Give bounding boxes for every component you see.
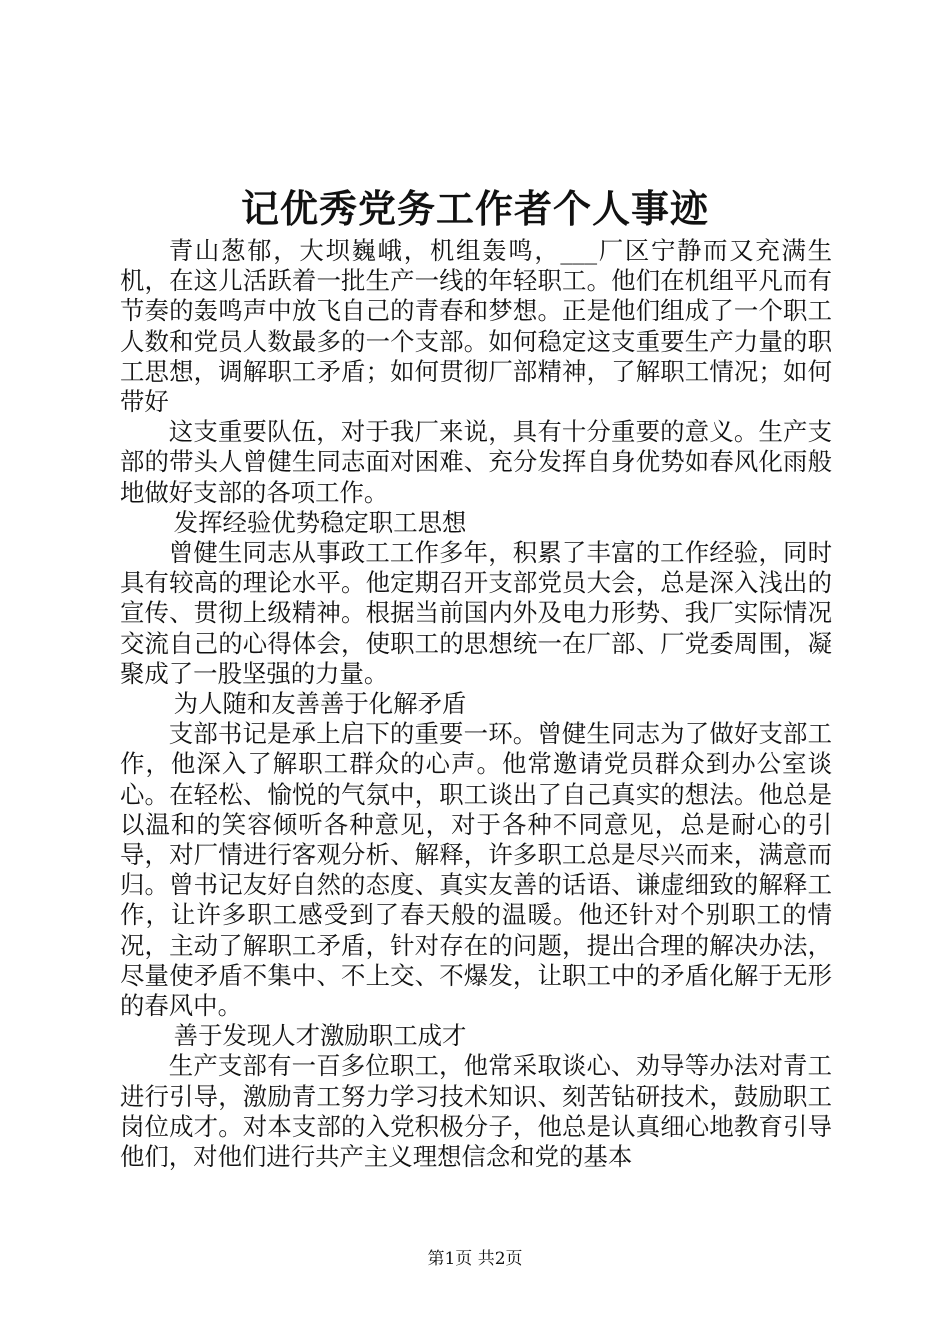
paragraph-importance: 这支重要队伍，对于我厂来说，具有十分重要的意义。生产支部的带头人曾健生同志面对困难、充分发挥自身优势如春风化雨般地做好支部的各项工作。 bbox=[120, 417, 832, 507]
section-heading-talent: 善于发现人才激励职工成才 bbox=[173, 1021, 467, 1051]
paragraph-intro: 青山葱郁，大坝巍峨，机组轰鸣，___厂区宁静而又充满生机，在这儿活跃着一批生产一线的年轻职工。他们在机组平凡而有节奏的轰鸣声中放飞自己的青春和梦想。正是他们组成了一个职工人数和党员人数最多的一个支部。如何稳定这支重要生产力量的职工思想，调解职工矛盾；如何贯彻厂部精神，了解职工情况；如何带好 bbox=[120, 236, 832, 417]
section-heading-experience: 发挥经验优势稳定职工思想 bbox=[173, 507, 467, 537]
document-title: 记优秀党务工作者个人事迹 bbox=[240, 186, 709, 231]
section-heading-mediation: 为人随和友善善于化解矛盾 bbox=[173, 689, 467, 719]
page-footer: 第1页 共2页 bbox=[427, 1249, 523, 1269]
paragraph-talent: 生产支部有一百多位职工，他常采取谈心、劝导等办法对青工进行引导，激励青工努力学习技术知识、刻苦钻研技术，鼓励职工岗位成才。对本支部的入党积极分子，他总是认真细心地教育引导他们，对他们进行共产主义理想信念和党的基本 bbox=[120, 1051, 832, 1172]
paragraph-experience: 曾健生同志从事政工工作多年，积累了丰富的工作经验，同时具有较高的理论水平。他定期召开支部党员大会，总是深入浅出的宣传、贯彻上级精神。根据当前国内外及电力形势、我厂实际情况交流自己的心得体会，使职工的思想统一在厂部、厂党委周围，凝聚成了一股坚强的力量。 bbox=[120, 538, 832, 688]
document-body bbox=[120, 236, 832, 1172]
paragraph-mediation: 支部书记是承上启下的重要一环。曾健生同志为了做好支部工作，他深入了解职工群众的心声。他常邀请党员群众到办公室谈心。在轻松、愉悦的气氛中，职工谈出了自己真实的想法。他总是以温和的笑容倾听各种意见，对于各种不同意见，总是耐心的引导，对厂情进行客观分析、解释，许多职工总是尽兴而来，满意而归。曾书记友好自然的态度、真实友善的话语、谦虚细致的解释工作，让许多职工感受到了春天般的温暖。他还针对个别职工的情况，主动了解职工矛盾，针对存在的问题，提出合理的解决办法，尽量使矛盾不集中、不上交、不爆发，让职工中的矛盾化解于无形的春风中。 bbox=[120, 719, 832, 1021]
